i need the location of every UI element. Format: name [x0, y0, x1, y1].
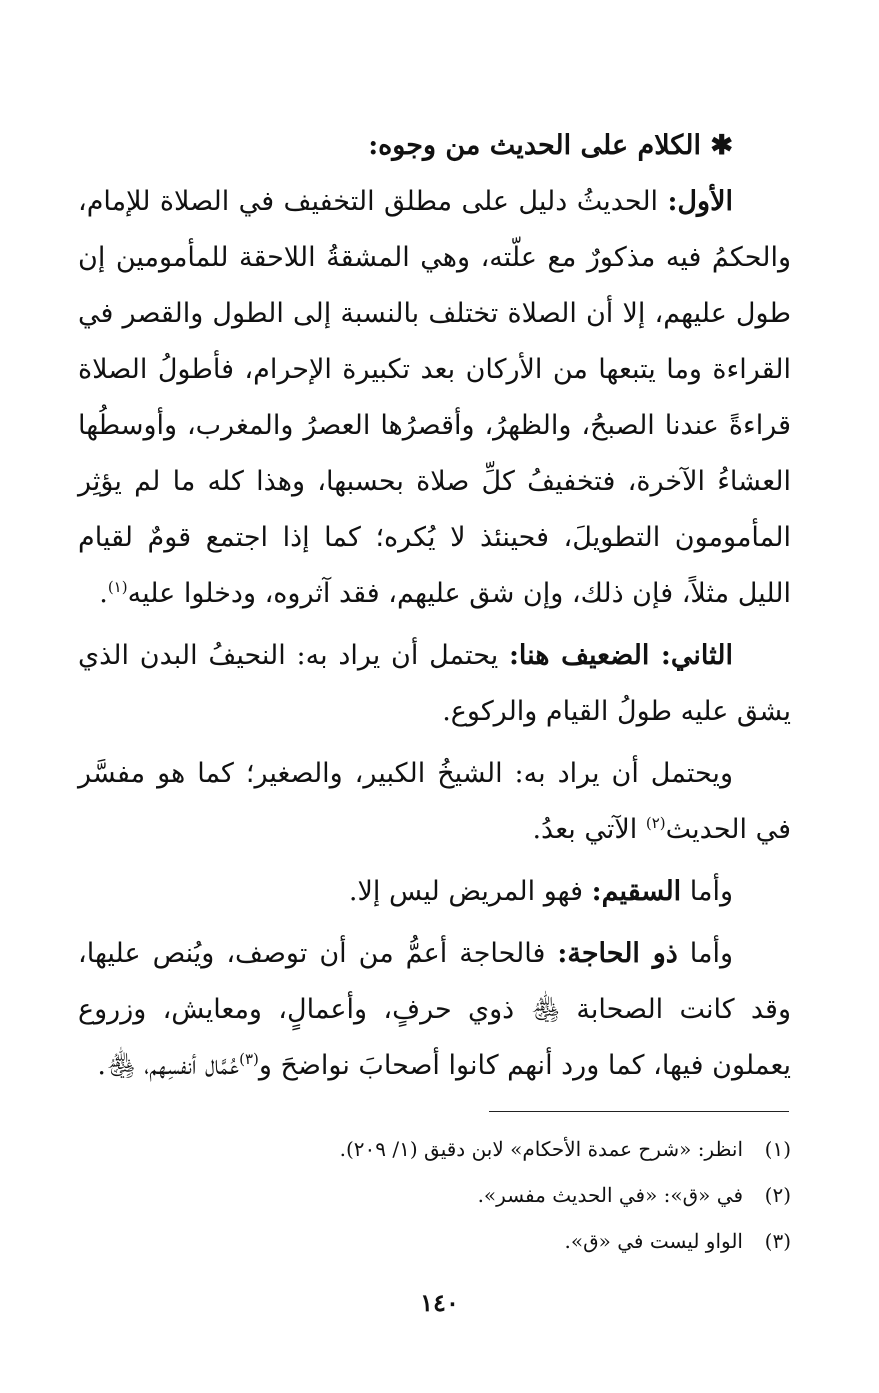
- paragraph-sick: [78, 864, 791, 920]
- first-text-b: .: [99, 578, 108, 609]
- footnote-divider: [489, 1111, 789, 1112]
- label-sick: السقيم:: [591, 876, 682, 907]
- heading-text: ✱ الكلام على الحديث من وجوه:: [368, 130, 733, 161]
- footnote-ref-2[interactable]: (٢): [645, 814, 666, 832]
- section-heading: [78, 118, 791, 174]
- footnote-text: انظر: «شرح عمدة الأحكام» لابن دقيق (١/ ٢٠٩).: [339, 1137, 743, 1161]
- need-prefix: وأما: [677, 938, 734, 969]
- footnote-text: في «ق»: «في الحديث مفسر».: [477, 1183, 743, 1207]
- second-b-text-b: الآتي بعدُ.: [532, 814, 646, 845]
- paragraph-second-b: [78, 746, 791, 858]
- label-weak: الضعيف هنا:: [508, 640, 661, 671]
- page-number: ١٤٠: [420, 1288, 459, 1317]
- label-need: ذو الحاجة:: [557, 938, 678, 969]
- footnote-2: [78, 1172, 791, 1218]
- footnote-number: (٣): [764, 1229, 791, 1253]
- footnote-number: (١): [764, 1137, 791, 1161]
- sick-text: فهو المريض ليس إلا.: [348, 876, 592, 907]
- second-b-text-a: ويحتمل أن يراد به: الشيخُ الكبير، والصغير؛ كما هو مفسَّر في الحديث: [78, 758, 791, 845]
- paragraph-need: [78, 926, 791, 1094]
- sick-prefix: وأما: [681, 876, 733, 907]
- first-text-a: الحديثُ دليل على مطلق التخفيف في الصلاة للإمام، والحكمُ فيه مذكورٌ مع علّته، وهي المشقةُ اللاحقة للمأمومين إن طول عليهم، إلا أن الصلاة تختلف بالنسبة إلى الطول والقصر في القراءة وما يتبعها من الأركان بعد تكبيرة الإحرام، فأطولُ الصلاة قراءةً عندنا الصبحُ، والظهرُ، وأقصرُها العصرُ والمغرب، وأوسطُها العشاءُ الآخرة، فتخفيفُ كلِّ صلاة بحسبها، وهذا كله ما لم يؤثِر المأمومون التطويلَ، فحينئذ لا يُكره؛ كما إذا اجتمع قومٌ لقيام الليل مثلاً، فإن ذلك، وإن شق عليهم، فقد آثروه، ودخلوا عليه: [78, 186, 791, 609]
- paragraph-second: [78, 628, 791, 740]
- label-second: الثاني:: [660, 640, 733, 671]
- need-text-b: عُمَّال أنفسِهم، ﵃.: [97, 1050, 240, 1081]
- label-first: الأول:: [667, 186, 733, 217]
- paragraph-first: [78, 174, 791, 622]
- second-text: يحتمل أن يراد به: النحيفُ البدن الذي يشق عليه طولُ القيام والركوع.: [78, 640, 791, 727]
- footnotes: [78, 1126, 791, 1264]
- main-text: [78, 118, 791, 1100]
- footnote-ref-3[interactable]: (٣): [239, 1050, 259, 1068]
- footnote-1: [78, 1126, 791, 1172]
- footnote-ref-1[interactable]: (١): [107, 578, 128, 596]
- footnote-3: [78, 1218, 791, 1264]
- footnote-number: (٢): [764, 1183, 791, 1207]
- footnote-text: الواو ليست في «ق».: [564, 1229, 743, 1253]
- need-text-a: فالحاجة أعمُّ من أن توصف، ويُنص عليها، وقد كانت الصحابة ﵃ ذوي حرفٍ، وأعمالٍ، ومعايش، وزروع يعملون فيها، كما ورد أنهم كانوا أصحابَ نواضحَ و: [78, 938, 791, 1081]
